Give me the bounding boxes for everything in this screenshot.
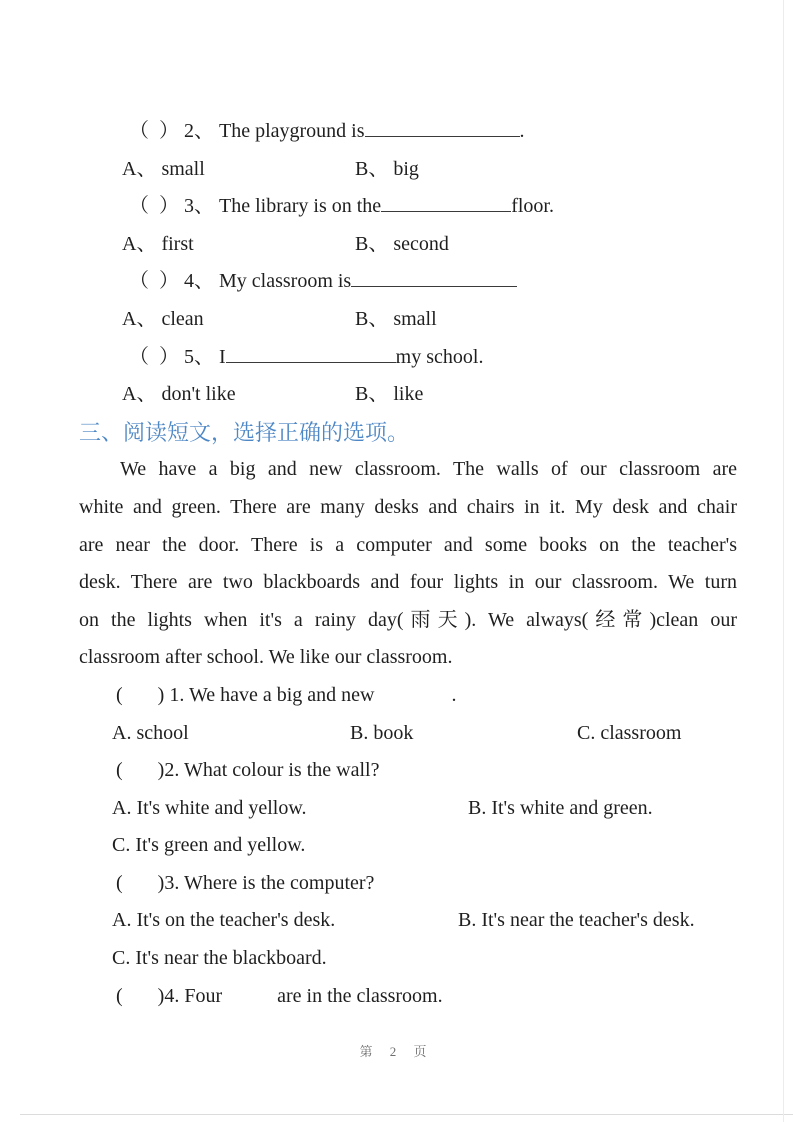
question-5	[79, 339, 737, 377]
question-4	[79, 263, 737, 301]
question-5-text-after: my school.	[395, 345, 484, 368]
option-b: B. It's white and green.	[468, 796, 653, 819]
reading-question-3: ( )3. Where is the computer?	[116, 871, 375, 894]
options-row-q4	[79, 301, 737, 339]
answer-blank	[226, 358, 396, 363]
passage-line: on the lights when it's a rainy day(雨天). We always(经常)clean our	[79, 608, 737, 631]
options-row-rq1	[79, 715, 737, 753]
question-5-text: （ ） 5、 I	[129, 345, 226, 368]
section-heading: 三、阅读短文，选择正确的选项。	[79, 419, 410, 445]
options-row-q3	[79, 226, 737, 264]
reading-question-4	[79, 978, 737, 1016]
question-4-text: （ ） 4、 My classroom is	[129, 270, 352, 293]
option-b: B. It's near the teacher's desk.	[458, 909, 695, 932]
reading-question-1	[79, 677, 737, 715]
option-c: C. classroom	[577, 721, 682, 744]
question-2-text-after: .	[519, 120, 525, 142]
passage-line: We have a big and new classroom. The walls of our classroom are	[120, 458, 737, 481]
option-b: B、 second	[355, 232, 449, 255]
reading-question-2: ( )2. What colour is the wall?	[116, 759, 380, 782]
worksheet-page-content	[79, 113, 737, 1015]
passage-line: classroom after school. We like our classroom.	[79, 646, 453, 669]
question-3	[79, 188, 737, 226]
question-3-text: （ ） 3、 The library is on the	[129, 195, 382, 218]
option-a: A. school	[112, 721, 189, 744]
option-a: A、 clean	[122, 307, 204, 330]
answer-blank	[365, 132, 520, 137]
question-2	[79, 113, 737, 151]
options-row-rq3-ab	[79, 902, 737, 940]
page-number: 第 2 页	[359, 1044, 434, 1059]
passage-line: white and green. There are many desks and chairs in it. My desk and chair	[79, 495, 737, 518]
option-c: C. It's green and yellow.	[112, 834, 306, 857]
option-b: B、 small	[355, 307, 437, 330]
reading-question-1-text-after: .	[451, 683, 457, 706]
option-c: C. It's near the blackboard.	[112, 947, 327, 970]
options-row-rq2-ab	[79, 790, 737, 828]
page-edge-line	[783, 0, 784, 1122]
reading-question-4-text: ( )4. Four	[116, 984, 223, 1007]
option-b: B、 like	[355, 383, 424, 406]
option-a: A. It's on the teacher's desk.	[112, 909, 336, 932]
answer-blank	[351, 282, 517, 287]
question-2-text: （ ） 2、 The playground is	[129, 120, 365, 142]
options-row-q5	[79, 376, 737, 414]
option-a: A. It's white and yellow.	[112, 796, 307, 819]
options-row-rq3-c	[79, 940, 737, 978]
passage-line: desk. There are two blackboards and four lights in our classroom. We turn	[79, 571, 737, 594]
option-b: B、 big	[355, 157, 419, 180]
option-a: A、 don't like	[122, 383, 236, 406]
reading-question-4-text-after: are in the classroom.	[277, 984, 443, 1007]
passage-line: are near the door. There is a computer and some books on the teacher's	[79, 533, 737, 556]
option-a: A、 first	[122, 232, 194, 255]
question-3-text-after: floor.	[511, 195, 554, 218]
option-a: A、 small	[122, 157, 205, 180]
answer-blank	[381, 207, 511, 212]
option-b: B. book	[350, 721, 414, 744]
options-row-q2	[79, 151, 737, 189]
options-row-rq2-c	[79, 827, 737, 865]
reading-question-1-text: ( ) 1. We have a big and new	[116, 683, 375, 706]
page-edge-line	[20, 1114, 793, 1115]
